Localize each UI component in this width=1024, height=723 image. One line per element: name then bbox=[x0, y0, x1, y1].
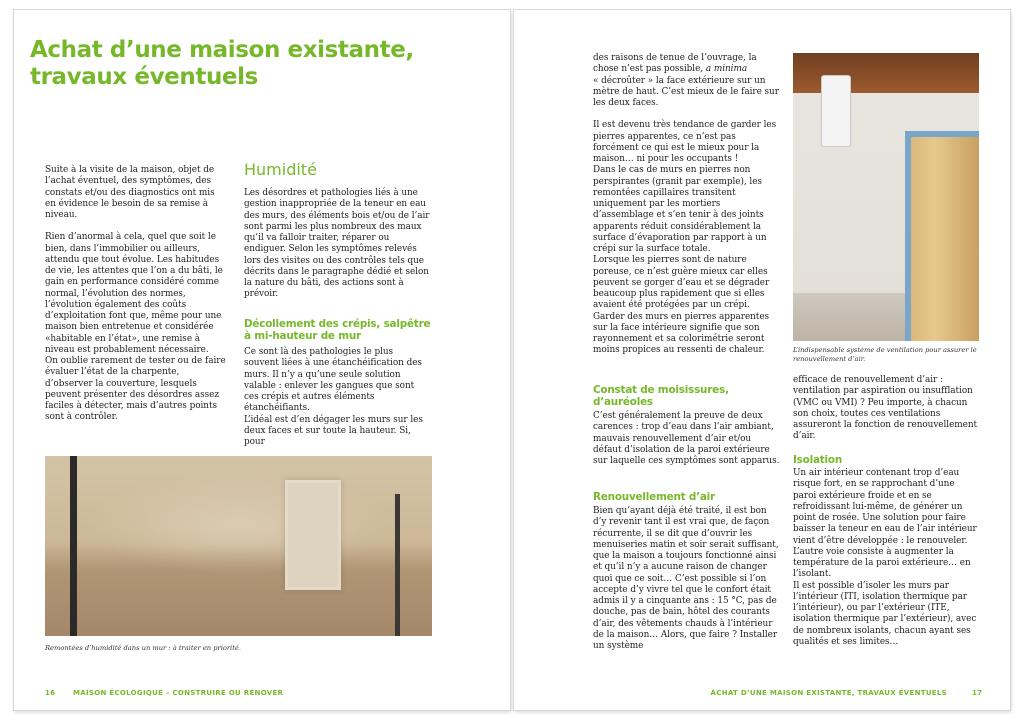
drain-pipe bbox=[70, 456, 77, 636]
isolation-paragraph: Un air intérieur contenant trop d’eau risque fort, en se rapprochant d’une paroi extérieure froide et en se refroidissant lui-même, de générer un point de rosée. Une solution pour faire baisser la teneur en eau de l’air intérieur vient d’être développée : le renouveler. L’autre voie consiste à augmenter la température de la paroi extérieure… en l’isolant. bbox=[793, 468, 977, 580]
body-paragraph: Il est devenu très tendance de garder les pierres apparentes, ce n’est pas forcément ce qui est le mieux pour la maison… ni pour les occupants ! bbox=[593, 120, 777, 164]
drain-pipe bbox=[395, 494, 400, 636]
renouvellement-text: Bien qu’ayant déjà été traité, il est bon d’y revenir tant il est vrai que, de façon récurrente, il se dit que d’ouvrir les menuiseries matin et soir serait suffisant, que la maison a toujours fonctionné ainsi et qu’il n’y a aucune raison de changer quoi que ce soit… C’est possible si l’on accepte d’y vivre tel que le confort était admis il y a cinquante ans : 15 °C, pas de douche, pas de bain, hôtel des courants d’air, des vêtements chauds à l’intérieur de la maison… Alors, que faire ? Installer un système bbox=[593, 506, 779, 651]
humidity-text: Les désordres et pathologies liés à une gestion inappropriée de la teneur en eau des murs, des éléments bois et/ou de l’air sont parmi les plus nombreux des maux qu’il va falloir traiter, réparer ou endiguer. Selon les symptômes relevés lors des visites ou des contrôles tels que décrits dans le paragraphe dédié et selon la nature du bâti, des actions sont à prévoir. bbox=[244, 188, 430, 300]
humidity-paragraph bbox=[244, 188, 430, 301]
intro-column bbox=[45, 165, 227, 424]
page-number-left: 16 bbox=[45, 689, 56, 697]
moisissures-paragraph bbox=[593, 411, 780, 467]
wooden-door bbox=[905, 131, 979, 341]
subhead-moisissures: Constat de moisissures, d’auréoles bbox=[593, 384, 729, 408]
page-number-right: 17 bbox=[972, 689, 983, 697]
isolation-column bbox=[793, 468, 979, 648]
intro-paragraph: On oublie rarement de tester ou de faire évaluer l’état de la charpente, d’observer la couverture, lesquels peuvent présenter des désordres assez faciles à détecter, mais d’autres points sont à contrôler. bbox=[45, 356, 226, 423]
footer-left: MAISON ÉCOLOGIQUE – CONSTRUIRE OU RÉNOVER bbox=[73, 689, 284, 697]
continued-paragraph: des raisons de tenue de l’ouvrage, la chose n’est pas possible, a minima « décroûter » la face extérieure sur un mètre de haut. C’est mieux de le faire sur les deux faces. bbox=[593, 53, 779, 108]
body-paragraph: Lorsque les pierres sont de nature poreuse, ce n’est guère mieux car elles peuvent se gorger d’eau et se dégrader beaucoup plus rapidement que si elles avaient été protégées par un crépi. bbox=[593, 255, 770, 311]
footer-right: ACHAT D’UNE MAISON EXISTANTE, TRAVAUX ÉVENTUELS bbox=[710, 689, 947, 697]
decollement-column bbox=[244, 347, 430, 448]
section-title-humidite: Humidité bbox=[244, 160, 317, 179]
intro-paragraph: Suite à la visite de la maison, objet de l’achat éventuel, des symptômes, des constats et/ou des diagnostics ont mis en évidence le besoin de sa remise à niveau. bbox=[45, 165, 215, 220]
damp-stain bbox=[45, 546, 432, 636]
photo-caption-right: L’indispensable système de ventilation pour assurer le renouvellement d’air. bbox=[793, 346, 977, 363]
photo-damp-wall bbox=[45, 456, 432, 636]
intro-paragraph: Rien d’anormal à cela, quel que soit le bien, dans l’immobilier ou ailleurs, attendu que tout évolue. Les habitudes de vie, les attentes que l’on a du bâti, le gain en performance considéré comme normal, l’évolution des normes, l’évolution également des coûts d’exploitation font que, même pour une maison bien entretenue et considérée «habitable en l’état», une remise à niveau est probablement nécessaire. bbox=[45, 232, 223, 355]
ventilation-paragraph: efficace de renouvellement d’air : ventilation par aspiration ou insufflation (VMC ou VMI) ? Peu importe, à chacun son choix, toutes ces ventilations assureront la fonction de renouvellement d’air. bbox=[793, 375, 978, 442]
moisissures-text: C’est généralement la preuve de deux carences : trop d’eau dans l’air ambiant, mauvais renouvellement d’air et/ou défaut d’isolation de la paroi extérieure sur laquelle ces symptômes sont apparus. bbox=[593, 411, 780, 466]
right-column-1-top bbox=[593, 53, 780, 357]
floor bbox=[793, 293, 905, 341]
decollement-paragraph: Ce sont là des pathologies le plus souvent liées à une étanchéification des murs. Il n’y a qu’une seule solution valable : enlever les gangues que sont ces crépis et autres éléments étanchéifiants. bbox=[244, 347, 422, 414]
body-paragraph: Garder des murs en pierres apparentes sur la face intérieure signifie que son rayonnement et sa colorimétrie seront moins propices au ressenti de chaleur. bbox=[593, 311, 770, 356]
subhead-isolation: Isolation bbox=[793, 454, 843, 466]
decollement-paragraph: L’idéal est d’en dégager les murs sur les deux faces et sur toute la hauteur. Si, pour bbox=[244, 414, 423, 447]
body-paragraph: Dans le cas de murs en pierres non perspirantes (granit par exemple), les remontées capillaires transitent uniquement par les mortiers d’assemblage et s’en tenir à des joints apparents réduit considérablement la surface d’évaporation par rapport à un crépi sur la surface totale. bbox=[593, 165, 767, 254]
photo-ventilation-room bbox=[793, 53, 979, 341]
page-title: Achat d’une maison existante, travaux éventuels bbox=[30, 37, 414, 90]
right-column-2-top bbox=[793, 375, 979, 443]
subhead-renouvellement: Renouvellement d’air bbox=[593, 491, 715, 503]
renouvellement-paragraph bbox=[593, 506, 780, 652]
ventilation-unit bbox=[821, 75, 851, 147]
blocked-window bbox=[285, 480, 341, 590]
subhead-decollement: Décollement des crépis, salpêtre à mi-hauteur de mur bbox=[244, 318, 431, 342]
photo-caption-left: Remontées d’humidité dans un mur : à traiter en priorité. bbox=[45, 644, 241, 652]
isolation-paragraph: Il est possible d’isoler les murs par l’intérieur (ITI, isolation thermique par l’intérieur), ou par l’extérieur (ITE, isolation thermique par l’extérieur), avec de nombreux isolants, chacun ayant ses qualités et ses limites… bbox=[793, 580, 977, 647]
